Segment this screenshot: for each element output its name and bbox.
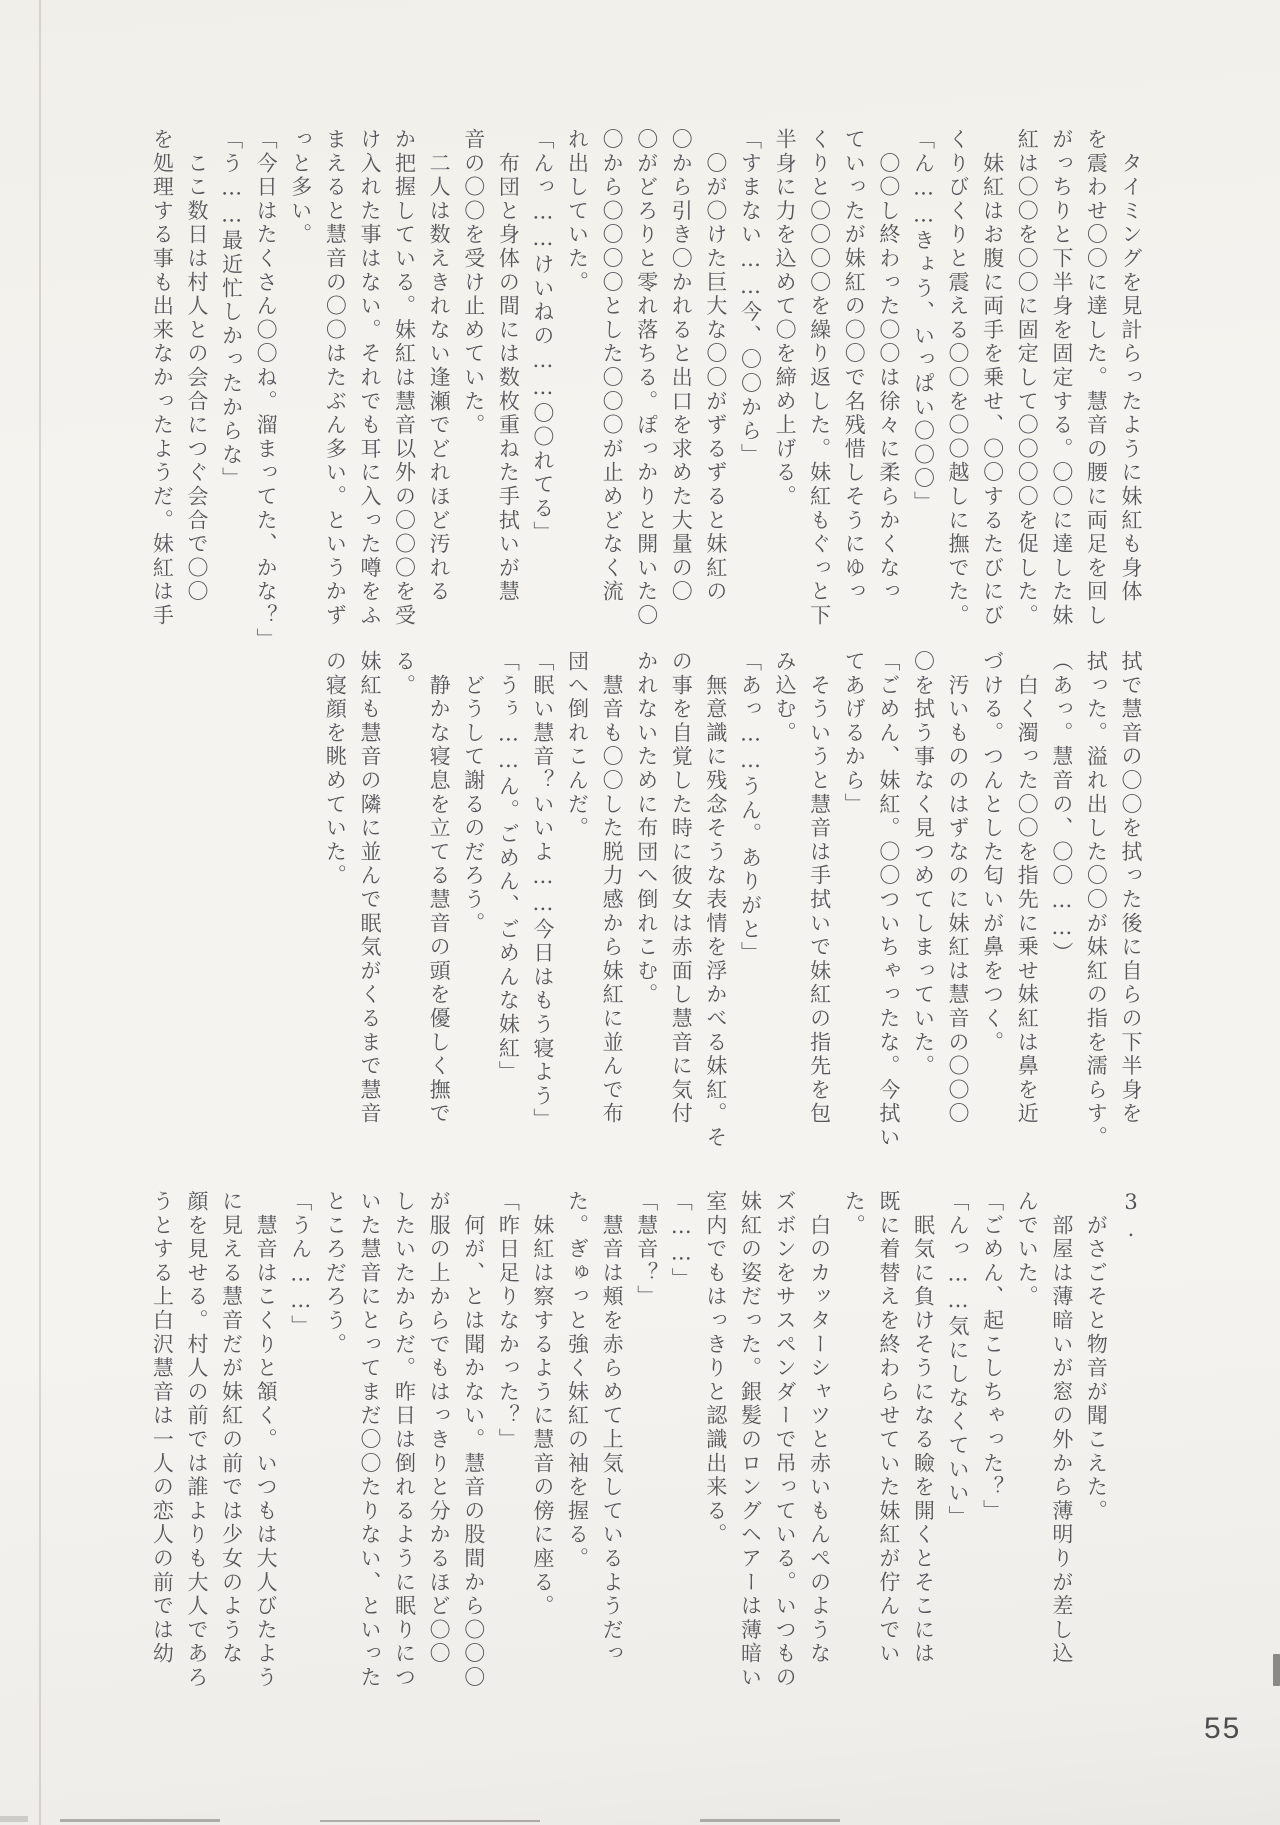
text-band-1 <box>145 128 1148 652</box>
text-column: くりびくりと震える〇〇を〇〇越しに撫でた。 <box>946 128 971 628</box>
scan-speck <box>0 1816 28 1822</box>
scan-speck <box>700 1819 840 1822</box>
text-column: 3. <box>1119 1190 1143 1244</box>
text-column: た。ぎゅっと強く妹紅の袖を握る。 <box>565 1190 590 1571</box>
text-column: 〇〇し終わった〇〇は徐々に柔らかくなっ <box>876 128 901 604</box>
scan-edge-line <box>39 0 41 1825</box>
text-column: 「う……最近忙しかったからな」 <box>219 128 244 491</box>
text-column: 「慧音？」 <box>634 1190 659 1309</box>
text-band-3 <box>145 1190 1148 1704</box>
text-column: る。 <box>392 650 417 698</box>
text-column: 妹紅の姿だった。銀髪のロングヘアーは薄暗い <box>738 1190 763 1690</box>
text-column: うとする上白沢慧音は一人の恋人の前では幼 <box>150 1190 175 1666</box>
text-column: （あっ。慧音の、〇〇……） <box>1049 650 1074 966</box>
text-column: 妹紅はお腹に両手を乗せ、〇〇するたびにび <box>980 128 1005 628</box>
text-column: くりと〇〇〇〇を繰り返した。妹紅もぐっと下 <box>807 128 832 628</box>
text-column: てあげるから」 <box>842 650 867 817</box>
text-column: 「うぅ……ん。ごめん、ごめんな妹紅」 <box>496 650 521 1085</box>
text-column: 室内でもはっきりと認識出来る。 <box>703 1190 728 1547</box>
text-column: ところだろう。 <box>323 1190 348 1357</box>
text-column: 半身に力を込めて〇を締め上げる。 <box>773 128 798 509</box>
text-column: 〇がどろりと零れ落ちる。ぽっかりと開いた〇 <box>634 128 659 628</box>
text-column: 「んっ……けいねの……〇〇れてる」 <box>530 128 555 545</box>
text-column: け入れた事はない。それでも耳に入った噂をふ <box>357 128 382 628</box>
text-column: を震わせ〇〇に達した。慧音の腰に両足を回し <box>1084 128 1109 628</box>
text-column: 汚いもののはずなのに妹紅は慧音の〇〇〇 <box>946 650 971 1126</box>
text-column: 無意識に残念そうな表情を浮かべる妹紅。そ <box>703 650 728 1150</box>
text-column: 顔を見せる。村人の前では誰よりも大人であろ <box>184 1190 209 1690</box>
text-column: 紅は〇〇を〇〇に固定して〇〇〇〇を促した。 <box>1015 128 1040 628</box>
text-column: 〇を拭う事なく見つめてしまっていた。 <box>911 650 936 1079</box>
text-column: が服の上からでもはっきりと分かるほど〇〇 <box>427 1190 452 1666</box>
scan-speck <box>320 1820 540 1822</box>
text-column: 慧音は頬を赤らめて上気しているようだっ <box>600 1190 625 1666</box>
text-column: 拭った。溢れ出した〇〇が妹紅の指を濡らす。 <box>1084 650 1109 1150</box>
text-column: 妹紅も慧音の隣に並んで眠気がくるまで慧音 <box>357 650 382 1126</box>
text-column: んでいた。 <box>1015 1190 1040 1309</box>
text-column: か把握している。妹紅は慧音以外の〇〇〇を受 <box>392 128 417 628</box>
text-column: た。 <box>842 1190 867 1238</box>
text-column: いた慧音にとってまだ〇〇たりない、といった <box>357 1190 382 1690</box>
scan-artifact-right-edge <box>1273 1654 1280 1686</box>
text-column: まえると慧音の〇〇はたぶん多い。というかず <box>323 128 348 628</box>
text-column: 「ん……きょう、いっぱい〇〇〇」 <box>911 128 936 515</box>
text-column: 慧音も〇〇した脱力感から妹紅に並んで布 <box>600 650 625 1126</box>
text-column: 白のカッターシャツと赤いもんぺのような <box>807 1190 832 1666</box>
text-column: 〇から引き〇かれると出口を求めた大量の〇 <box>669 128 694 604</box>
text-column: 部屋は薄暗いが窓の外から薄明りが差し込 <box>1049 1190 1074 1666</box>
text-column: を処理する事も出来なかったようだ。妹紅は手 <box>150 128 175 628</box>
text-column: 二人は数えきれない逢瀬でどれほど汚れる <box>427 128 452 604</box>
text-column: がっちりと下半身を固定する。〇〇に達した妹 <box>1049 128 1074 628</box>
text-column: 妹紅は察するように慧音の傍に座る。 <box>530 1190 555 1619</box>
text-column: そういうと慧音は手拭いで妹紅の指先を包 <box>807 650 832 1126</box>
text-column: み込む。 <box>773 650 798 746</box>
text-column: 眠気に負けそうになる瞼を開くとそこには <box>911 1190 936 1666</box>
text-column: 音の〇〇を受け止めていた。 <box>461 128 486 438</box>
text-column: 「……」 <box>669 1190 694 1292</box>
text-column: 静かな寝息を立てる慧音の頭を優しく撫で <box>427 650 452 1126</box>
text-column: 「眠い慧音？いいよ……今日はもう寝よう」 <box>530 650 555 1132</box>
text-column: 「あっ……うん。ありがと」 <box>738 650 763 966</box>
text-column: っと多い。 <box>288 128 313 247</box>
text-column: 慧音はこくりと頷く。いつもは大人びたよう <box>254 1190 279 1690</box>
text-column: の事を自覚した時に彼女は赤面し慧音に気付 <box>669 650 694 1126</box>
text-band-2 <box>318 650 1148 1164</box>
text-column: どうして謝るのだろう。 <box>461 650 486 936</box>
text-column: 「昨日足りなかった？」 <box>496 1190 521 1452</box>
text-column: 「すまない……今、〇〇から」 <box>738 128 763 468</box>
text-column: の寝顔を眺めていた。 <box>323 650 348 888</box>
text-column: 「今日はたくさん〇〇ね。溜まってた、かな？」 <box>254 128 279 652</box>
text-column: 団へ倒れこんだ。 <box>565 650 590 841</box>
text-column: れ出していた。 <box>565 128 590 295</box>
text-column: に見える慧音だが妹紅の前では少女のような <box>219 1190 244 1666</box>
text-column: がさごそと物音が聞こえた。 <box>1084 1190 1109 1524</box>
text-column: ズボンをサスペンダーで吊っている。いつもの <box>773 1190 798 1690</box>
text-column: 〇が〇けた巨大な〇〇がずるずると妹紅の <box>703 128 728 604</box>
text-column: 「ごめん、妹紅。〇〇ついちゃったな。今拭い <box>876 650 901 1150</box>
scan-speck <box>60 1819 220 1822</box>
page-number: 55 <box>1204 1712 1242 1745</box>
text-column: づける。つんとした匂いが鼻をつく。 <box>980 650 1005 1055</box>
text-column: ここ数日は村人との会合につぐ会合で〇〇 <box>184 128 209 604</box>
text-column: 〇から〇〇〇〇とした〇〇〇が止めどなく流 <box>600 128 625 604</box>
text-column: 「んっ……気にしなくていい」 <box>946 1190 971 1530</box>
text-column: 既に着替えを終わらせていた妹紅が佇んでい <box>876 1190 901 1666</box>
text-column: したいたからだ。昨日は倒れるように眠りにつ <box>392 1190 417 1690</box>
text-column: 「ごめん、起こしちゃった？」 <box>980 1190 1005 1524</box>
text-column: 白く濁った〇〇を指先に乗せ妹紅は鼻を近 <box>1015 650 1040 1126</box>
text-column: 布団と身体の間には数枚重ねた手拭いが慧 <box>496 128 521 604</box>
text-column: かれないために布団へ倒れこむ。 <box>634 650 659 1007</box>
text-column: 何が、とは聞かない。慧音の股間から〇〇〇 <box>461 1190 486 1690</box>
text-column: 拭で慧音の〇〇を拭った後に自らの下半身を <box>1119 650 1143 1126</box>
text-column: 「うん……」 <box>288 1190 313 1339</box>
text-column: ていったが妹紅の〇〇で名残惜しそうにゆっ <box>842 128 867 604</box>
text-column: タイミングを見計らったように妹紅も身体 <box>1119 128 1143 604</box>
